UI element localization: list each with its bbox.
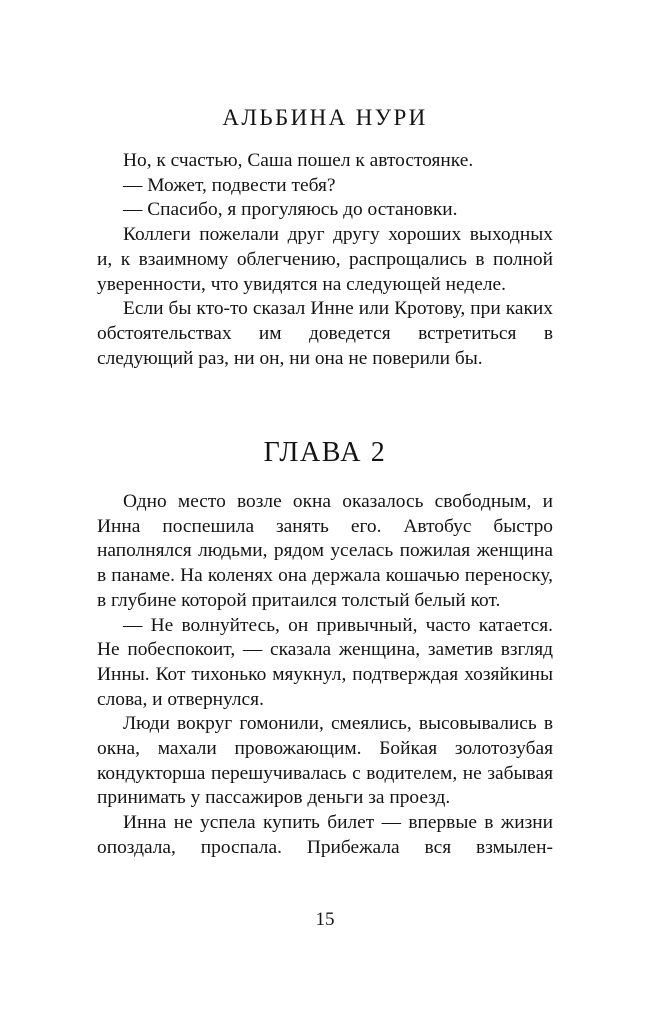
paragraph: — Не волнуйтесь, он привычный, часто катается. Не побеспокоит, — сказала женщина, заметив взгляд Инны. Кот тихонько мяукнул, подтверждая хозяйкины слова, и отвернулся.	[97, 614, 553, 710]
chapter-title: ГЛАВА 2	[263, 437, 387, 468]
book-page	[97, 0, 553, 1034]
text-block-chapter-2	[97, 490, 553, 861]
paragraph: — Спасибо, я прогуляюсь до остановки.	[123, 199, 458, 221]
page-number: 15	[315, 909, 335, 930]
text-block-section-end	[97, 149, 553, 371]
paragraph: — Может, подвести тебя?	[123, 174, 336, 196]
paragraph: Люди вокруг гомонили, смеялись, высовывались в окна, махали провожающим. Бойкая золотозубая кондукторша перешучивалась с водителем, не забывая принимать у пассажиров деньги за проезд.	[97, 713, 553, 809]
paragraph: Коллеги пожелали друг другу хороших выходных и, к взаимному облегчению, распрощались в полной уверенности, что увидятся на следующей неделе.	[97, 224, 553, 295]
paragraph: Но, к счастью, Саша пошел к автостоянке.	[123, 150, 474, 171]
paragraph: Если бы кто-то сказал Инне или Кротову, при каких обстоятельствах им доведется встретиться в следующий раз, ни он, ни она не поверили бы.	[97, 298, 553, 369]
paragraph: Одно место возле окна оказалось свободным, и Инна поспешила занять его. Автобус быстро наполнялся людьми, рядом уселась пожилая женщина в панаме. На коленях она держала кошачью переноску, в глубине которой притаился толстый белый кот.	[97, 491, 553, 611]
running-head-author: АЛЬБИНА НУРИ	[222, 105, 428, 130]
paragraph: Инна не успела купить билет — впервые в жизни опоздала, проспала. Прибежала вся взмылен-	[97, 812, 553, 858]
